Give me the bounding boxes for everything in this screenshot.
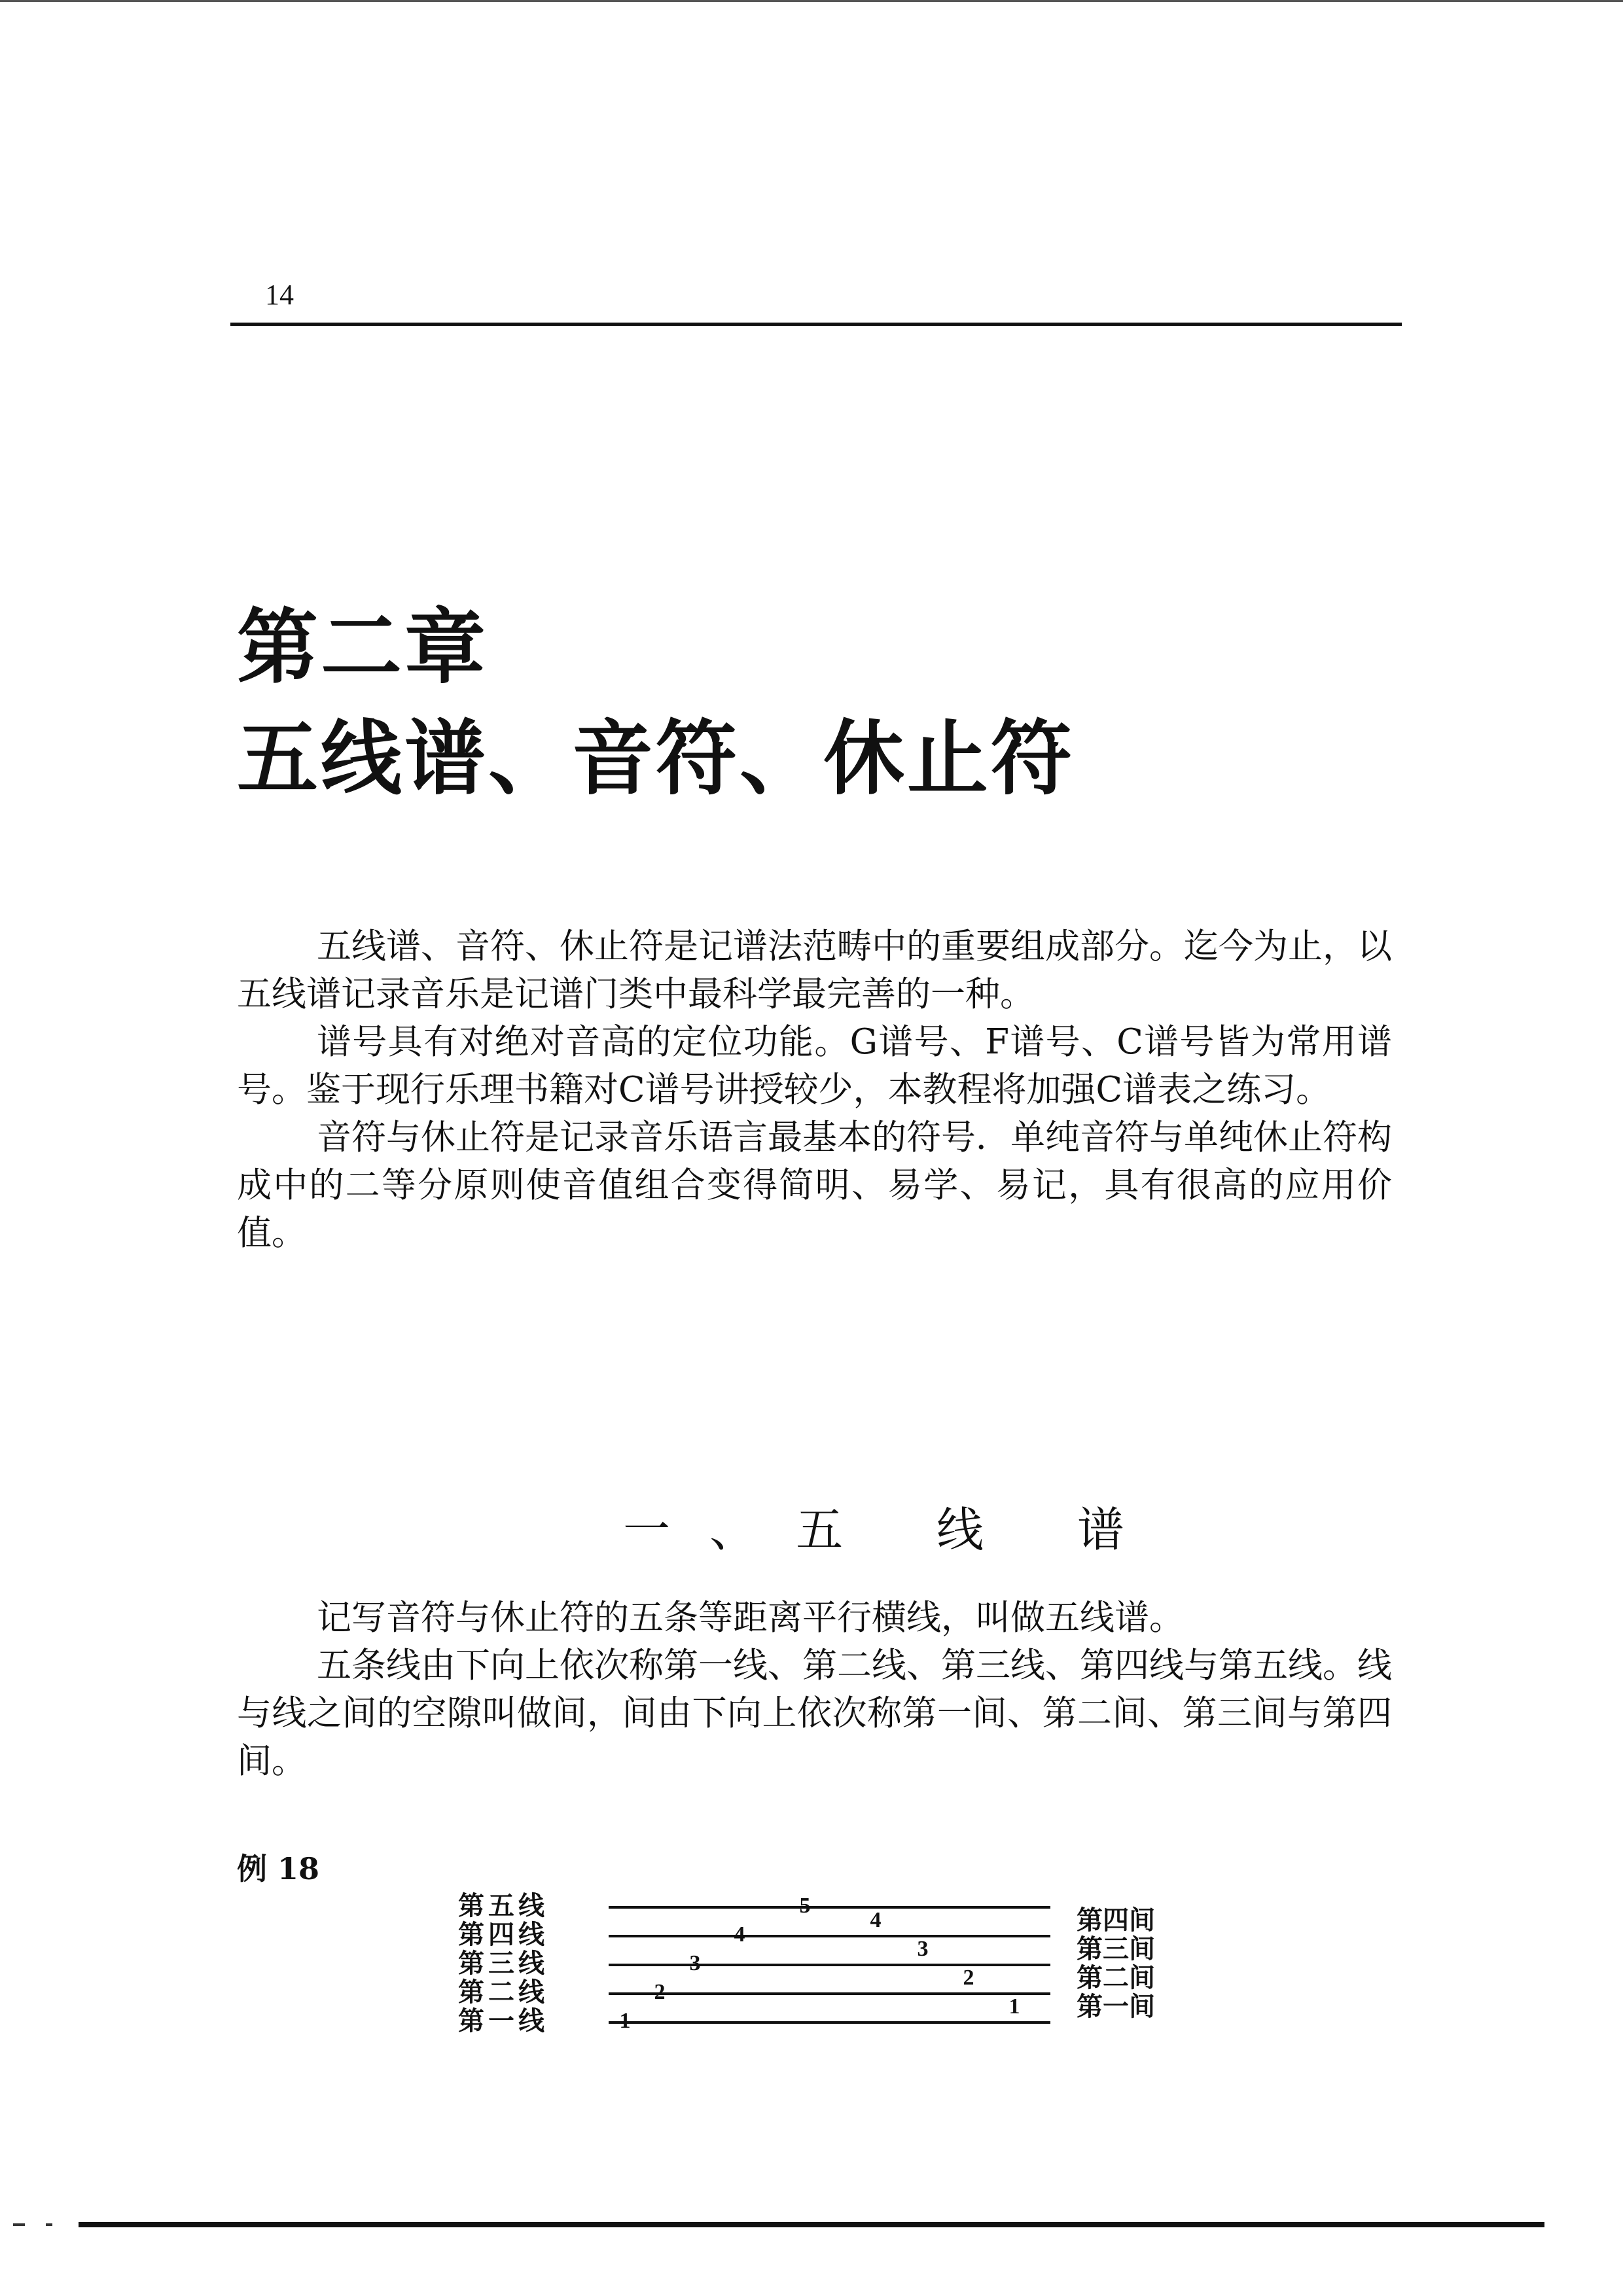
example-label: 例 18 — [237, 1851, 320, 1886]
bottom-rule — [79, 2222, 1544, 2227]
space-number: 2 — [963, 1965, 974, 1990]
space-label: 第一间 — [1077, 1992, 1155, 2022]
line-labels — [458, 1891, 548, 2036]
line-label: 第三线 — [458, 1949, 548, 1979]
intro-paragraph-3: 音符与休止符是记录音乐语言最基本的符号．单纯音符与单纯休止符构成中的二等分原则使音值组合变得简明、易学、易记，具有很高的应用价值。 — [237, 1118, 1392, 1253]
section-paragraph-2: 五条线由下向上依次称第一线、第二线、第三线、第四线与第五线。线与线之间的空隙叫做间，间由下向上依次称第一间、第二间、第三间与第四间。 — [237, 1646, 1392, 1781]
section-heading: 一、五 线 谱 — [623, 1502, 1164, 1557]
line-numbers — [620, 1894, 811, 2033]
space-number: 1 — [1008, 1994, 1020, 2019]
line-label: 第二线 — [458, 1977, 548, 2007]
line-number: 1 — [619, 2008, 631, 2033]
line-number: 5 — [799, 1893, 811, 1918]
section-paragraph-1: 记写音符与休止符的五条等距离平行横线，叫做五线谱。 — [317, 1598, 1184, 1638]
space-labels — [1077, 1905, 1155, 2022]
space-number: 4 — [870, 1907, 882, 1932]
edge-mark — [13, 2223, 25, 2226]
line-number: 2 — [654, 1979, 666, 2004]
space-label: 第二间 — [1077, 1963, 1155, 1993]
space-numbers — [870, 1908, 1020, 2019]
header-rule — [230, 323, 1402, 326]
staff-diagram — [452, 1888, 1191, 2045]
space-label: 第三间 — [1077, 1934, 1155, 1964]
line-label: 第一线 — [458, 2006, 548, 2036]
top-edge-rule — [0, 0, 1623, 2]
intro-text — [237, 923, 1392, 1257]
staff-lines — [609, 1907, 1050, 2022]
space-number: 3 — [917, 1936, 929, 1961]
line-number: 4 — [734, 1922, 745, 1947]
line-number: 3 — [689, 1951, 701, 1975]
intro-paragraph-2: 谱号具有对绝对音高的定位功能。G谱号、F谱号、C谱号皆为常用谱号。鉴于现行乐理书籍对C谱号讲授较少，本教程将加强C谱表之练习。 — [237, 1022, 1392, 1110]
page-number: 14 — [265, 279, 294, 311]
section-text — [237, 1594, 1392, 1785]
line-label: 第四线 — [458, 1920, 548, 1950]
chapter-title: 五线谱、音符、休止符 — [237, 712, 1075, 806]
chapter-label: 第二章 — [237, 601, 489, 695]
line-label: 第五线 — [458, 1891, 548, 1921]
edge-mark — [46, 2223, 52, 2226]
chapter-heading — [237, 592, 1075, 815]
intro-paragraph-1: 五线谱、音符、休止符是记谱法范畴中的重要组成部分。迄今为止，以五线谱记录音乐是记谱门类中最科学最完善的一种。 — [237, 927, 1392, 1014]
space-label: 第四间 — [1077, 1905, 1155, 1935]
